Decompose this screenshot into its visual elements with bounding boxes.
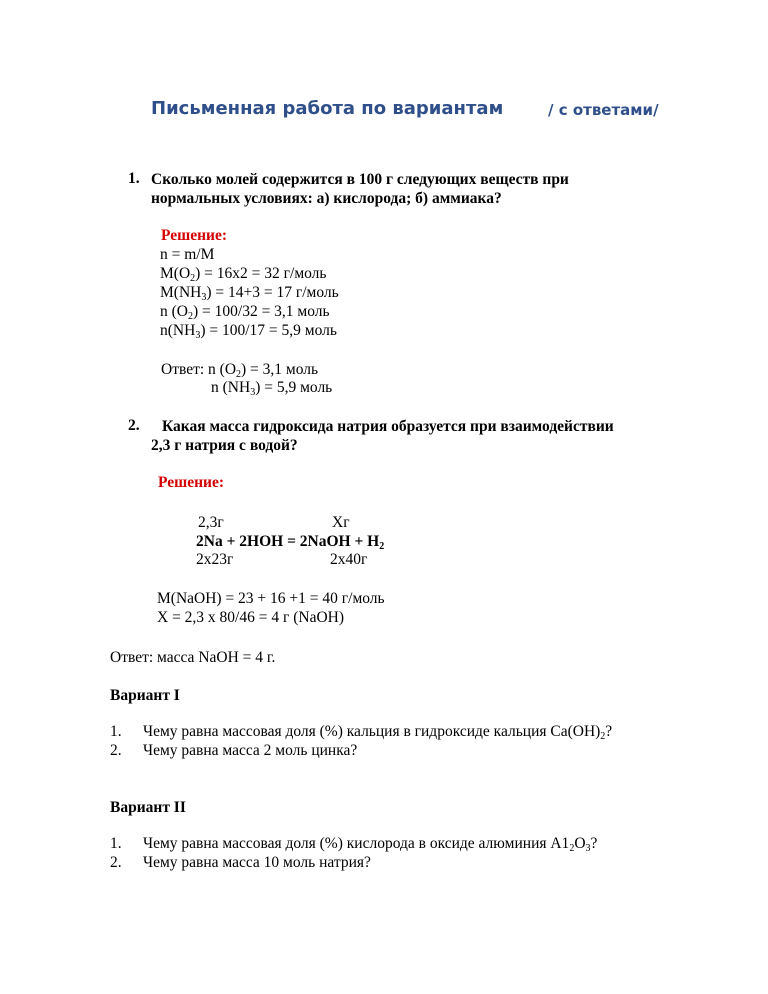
reaction-equation: 2Na + 2HOH = 2NaOH + $H_2$ xyxy=(196,533,385,552)
variant-1-item-1: 1. Чему равна массовая доля (%) кальция в гидроксиде кальция $Ca(OH)_2$? xyxy=(110,723,613,742)
page-title: Письменная работа по вариантам xyxy=(151,98,504,119)
task-1-question xyxy=(151,170,569,208)
naoh-molar-mass: M(NaOH) = 23 + 16 +1 = 40 г/моль xyxy=(157,590,385,607)
reaction-top-right: Хг xyxy=(332,514,350,531)
task-2-question-line-2: 2,3 г натрия с водой? xyxy=(151,437,298,454)
variant-1-item-2: 2. Чему равна масса 2 моль цинка? xyxy=(110,742,358,759)
formula-line: n = m/M xyxy=(160,246,215,263)
variant-2-heading: Вариант II xyxy=(110,799,186,816)
reaction-bottom-left: 2х23г xyxy=(196,551,234,568)
task-2-solution-label: Решение: xyxy=(158,474,225,491)
moles-nh3-line: $n(NH_3) = 100/17 = 5,9$ моль xyxy=(160,322,337,341)
task-2-number: 2. xyxy=(128,417,140,434)
task-1-solution xyxy=(160,245,339,340)
task-1-question-line-2: нормальных условиях: а) кислорода; б) аммиака? xyxy=(151,190,502,207)
molar-mass-o2-line: $M(O_2) = 16х2 = 32$ г/моль xyxy=(160,265,327,284)
task-1-number: 1. xyxy=(128,170,140,187)
x-calculation: Х = 2,3 х 80/46 = 4 г (NaOH) xyxy=(157,609,344,626)
reaction-top-left: 2,3г xyxy=(198,514,224,531)
molar-mass-nh3-line: $M(NH_3) = 14+3 = 17$ г/моль xyxy=(160,284,339,303)
task-1-question-line-1: Сколько молей содержится в 100 г следующих веществ при xyxy=(151,171,569,188)
task-1-answer-line-1: Ответ: n $(O_2) = 3,1$ моль xyxy=(161,361,319,380)
task-2-question-line-1: Какая масса гидроксида натрия образуется при взаимодействии xyxy=(162,418,614,435)
task-1-solution-label: Решение: xyxy=(161,227,228,244)
moles-o2-line: n $(O_2) = 100/32 = 3,1$ моль xyxy=(160,303,330,322)
variant-2-item-1: 1. Чему равна массовая доля (%) кислорода в оксиде алюминия $А1_2O_3$? xyxy=(110,835,598,854)
variant-1-heading: Вариант I xyxy=(110,687,180,704)
variant-2-item-2: 2. Чему равна масса 10 моль натрия? xyxy=(110,854,371,871)
task-1-answer-line-2: n $(NH_3) = 5,9$ моль xyxy=(211,379,333,398)
reaction-bottom-right: 2х40г xyxy=(330,551,368,568)
task-2-answer: Ответ: масса NaOH = 4 г. xyxy=(110,649,276,666)
page-subtitle: / с ответами/ xyxy=(548,101,659,119)
